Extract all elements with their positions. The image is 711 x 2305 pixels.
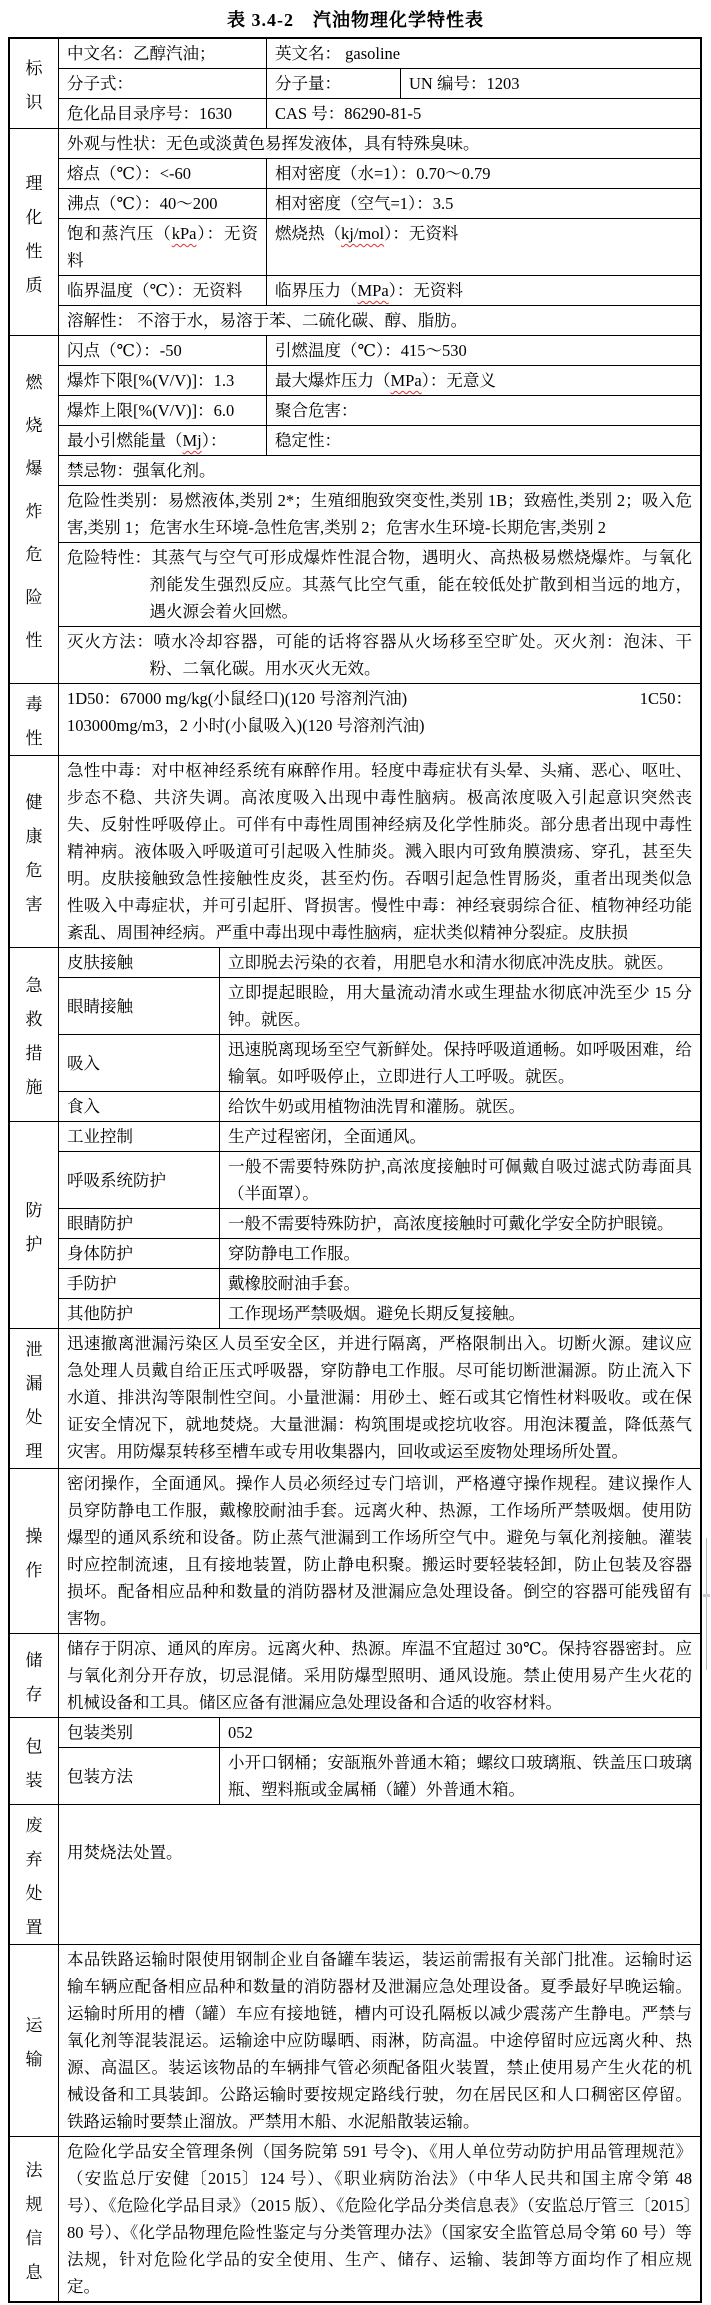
table-cell — [266, 99, 700, 128]
spellcheck-wavy-token: MPa — [357, 281, 389, 300]
table-row — [59, 1469, 700, 1633]
table-cell — [266, 39, 700, 68]
cell-text: 临界温度（℃）：无资料 — [67, 281, 243, 300]
table-row — [59, 1238, 700, 1268]
cell-text: 手防护 — [67, 1274, 117, 1293]
table-cell — [59, 69, 266, 98]
section-label-char: 处 — [25, 1408, 43, 1427]
table-row — [59, 275, 700, 305]
section-label-char: 救 — [25, 1010, 43, 1029]
table-section — [10, 1944, 700, 2136]
table-cell — [59, 948, 219, 977]
section-label-char: 性 — [25, 729, 43, 748]
table-cell — [219, 1209, 700, 1238]
section-body — [59, 948, 700, 1121]
cell-text: 中文名：乙醇汽油； — [67, 44, 216, 63]
section-label-char: 漏 — [25, 1374, 43, 1393]
table-cell — [59, 1634, 700, 1717]
table-row — [59, 1634, 700, 1717]
section-label-char: 弃 — [25, 1850, 43, 1869]
section-label-char: 存 — [25, 1685, 43, 1704]
section-label — [10, 336, 59, 683]
table-row — [59, 485, 700, 542]
section-body — [59, 1634, 700, 1717]
table-row — [59, 129, 700, 158]
spec-table — [8, 37, 702, 2303]
section-label-char: 处 — [25, 1884, 43, 1903]
cell-text: 小开口钢桶；安瓿瓶外普通木箱；螺纹口玻璃瓶、铁盖压口玻璃瓶、塑料瓶或金属桶（罐）外普通木箱。 — [228, 1753, 692, 1799]
section-label-char: 险 — [25, 588, 43, 607]
table-row — [59, 1718, 700, 1747]
table-cell — [59, 1945, 700, 2136]
table-row — [59, 365, 700, 395]
table-cell — [266, 426, 700, 455]
table-cell — [59, 1269, 219, 1298]
cell-text: 熔点（℃）：<-60 — [67, 164, 192, 183]
table-cell — [59, 1122, 219, 1151]
table-cell — [219, 1299, 700, 1328]
section-body — [59, 1945, 700, 2136]
table-cell — [59, 426, 266, 455]
section-label — [10, 1718, 59, 1804]
section-label — [10, 1805, 59, 1944]
table-row — [59, 1034, 700, 1091]
section-body — [59, 1469, 700, 1633]
table-cell — [59, 189, 266, 218]
section-label-char: 危 — [25, 545, 43, 564]
cell-text: 最大爆炸压力（ — [275, 371, 391, 390]
table-row — [59, 977, 700, 1034]
cell-text: 聚合危害： — [275, 401, 358, 420]
cell-text: ）：无资料 — [388, 281, 463, 300]
cell-text: 爆炸上限[%(V/V)]：6.0 — [67, 401, 235, 420]
table-cell — [266, 336, 700, 365]
table-section — [10, 1717, 700, 1804]
table-cell — [219, 1122, 700, 1151]
cell-text: 包装方法 — [67, 1766, 133, 1786]
table-section — [10, 1633, 700, 1717]
section-label-char: 急 — [25, 976, 43, 995]
cell-text: 戴橡胶耐油手套。 — [228, 1274, 360, 1293]
table-cell — [59, 99, 266, 128]
cell-text: 生产过程密闭，全面通风。 — [228, 1127, 426, 1146]
section-label-char: 信 — [25, 2228, 43, 2248]
table-cell — [59, 39, 266, 68]
table-row — [59, 948, 700, 977]
section-label — [10, 948, 59, 1121]
table-row — [59, 1329, 700, 1466]
table-section — [10, 1804, 700, 1944]
table-row — [59, 68, 700, 98]
section-label-char: 包 — [25, 1736, 43, 1756]
section-label — [10, 684, 59, 755]
table-row — [59, 756, 700, 947]
section-body — [59, 129, 700, 335]
section-label-char: 作 — [25, 1560, 43, 1580]
table-cell — [59, 1035, 219, 1091]
table-cell — [59, 159, 266, 188]
cell-text: 迅速撤离泄漏污染区人员至安全区，并进行隔离，严格限制出入。切断火源。建议应急处理人员戴自给正压式呼吸器，穿防静电工作服。尽可能切断泄漏源。防止流入下水道、排洪沟等限制性空间。小量泄漏：用砂土、蛭石或其它惰性材料吸收。或在保证安全情况下，就地焚烧。大量泄漏：构筑围堤或挖坑收容。用泡沫覆盖，降低蒸气灾害。用防爆泵转移至槽车或专用收集器内，回收或运至废物处理场所处置。 — [67, 1334, 692, 1461]
table-row — [59, 1151, 700, 1208]
table-cell — [59, 1092, 219, 1121]
section-label-char: 理 — [25, 1442, 43, 1461]
section-body — [59, 684, 700, 755]
cell-text: 一般不需要特殊防护,高浓度接触时可佩戴自吸过滤式防毒面具（半面罩）。 — [228, 1157, 692, 1203]
table-cell — [266, 189, 700, 218]
table-row — [59, 158, 700, 188]
cell-text: 沸点（℃）：40～200 — [67, 194, 218, 213]
table-section — [10, 1121, 700, 1328]
spellcheck-wavy-token: kPa — [171, 224, 197, 243]
table-row — [59, 1208, 700, 1238]
table-cell — [59, 978, 219, 1034]
cell-text: 危险化学品安全管理条例（国务院第 591 号令)、《用人单位劳动防护用品管理规范》（安监总厅安健〔2015〕124 号）、《职业病防治法》（中华人民共和国主席令第 48 号）、《危险化学品目录》（2015 版）、《危险化学品分类信息表》（安监总厅管三〔2015〕80 号）、《化学品物理危险性鉴定与分类管理办法》（国家安全监管总局令第 60 号）等法规，针对危险化学品的安全使用、生产、储存、运输、装卸等方面均作了相应规定。 — [67, 2142, 692, 2296]
table-cell — [59, 1152, 219, 1208]
table-row — [59, 455, 700, 485]
cell-text: 分子量： — [275, 74, 341, 93]
section-label — [10, 756, 59, 947]
section-label-char: 性 — [25, 631, 43, 650]
section-label-char: 烧 — [25, 416, 43, 435]
table-cell — [266, 276, 700, 305]
table-cell — [59, 2137, 700, 2301]
table-cell — [400, 69, 700, 98]
table-cell — [59, 366, 266, 395]
table-cell — [219, 1092, 700, 1121]
cell-text: 工业控制 — [67, 1127, 133, 1146]
cell-text: 危化品目录序号：1630 — [67, 104, 232, 123]
cell-text: 灭火方法：喷水冷却容器，可能的话将容器从火场移至空旷处。灭火剂：泡沫、干粉、二氧化碳。用水灭火无效。 — [67, 632, 692, 678]
table-row — [59, 188, 700, 218]
table-row — [59, 305, 700, 335]
table-row — [59, 425, 700, 455]
table-cell — [59, 684, 700, 740]
table-cell — [219, 978, 700, 1034]
cell-text: 本品铁路运输时限使用钢制企业自备罐车装运，装运前需报有关部门批准。运输时运输车辆应配备相应品种和数量的消防器材及泄漏应急处理设备。夏季最好早晚运输。运输时所用的槽（罐）车应有接地链，槽内可设孔隔板以减少震荡产生静电。严禁与氧化剂等混装混运。运输途中应防曝晒、雨淋，防高温。中途停留时应远离火种、热源、高温区。装运该物品的车辆排气管必须配备阻火装置，禁止使用易产生火花的机械设备和工具装卸。公路运输时要按规定路线行驶，勿在居民区和人口稠密区停留。铁路运输时要禁止溜放。严禁用木船、水泥船散装运输。 — [67, 1950, 692, 2131]
section-body — [59, 336, 700, 683]
table-cell — [219, 1269, 700, 1298]
section-label-char: 毒 — [25, 695, 43, 714]
section-label-char: 操 — [25, 1526, 43, 1546]
cell-text: 爆炸下限[%(V/V)]：1.3 — [67, 371, 235, 390]
table-section — [10, 1468, 700, 1633]
section-body — [59, 1122, 700, 1328]
cell-text: 危险特性：其蒸气与空气可形成爆炸性混合物，遇明火、高热极易燃烧爆炸。与氧化剂能发生强烈反应。其蒸气比空气重，能在较低处扩散到相当远的地方，遇火源会着火回燃。 — [67, 548, 692, 621]
section-label-char: 护 — [25, 1234, 43, 1254]
table-row — [59, 1091, 700, 1121]
table-row — [59, 336, 700, 365]
cell-text: 迅速脱离现场至空气新鲜处。保持呼吸道通畅。如呼吸困难，给输氧。如呼吸停止，立即进行人工呼吸。就医。 — [228, 1040, 692, 1086]
cell-text: 分子式： — [67, 74, 133, 93]
table-section — [10, 683, 700, 755]
table-cell — [59, 396, 266, 425]
cell-text: 英文名： gasoline — [275, 44, 401, 63]
cell-text: ）：无资料 — [384, 224, 459, 243]
section-label — [10, 129, 59, 335]
cell-text: 最小引燃能量（ — [67, 431, 183, 450]
table-row — [59, 542, 700, 626]
table-section — [10, 39, 700, 128]
section-label-char: 装 — [25, 1770, 43, 1790]
table-row — [59, 98, 700, 128]
section-label-char: 危 — [25, 861, 43, 880]
cell-text: 外观与性状：无色或淡黄色易挥发液体，具有特殊臭味。 — [67, 134, 480, 153]
table-section — [10, 755, 700, 947]
cell-text: 饱和蒸汽压（ — [67, 224, 172, 243]
cell-text: 密闭操作，全面通风。操作人员必须经过专门培训，严格遵守操作规程。建议操作人员穿防静电工作服，戴橡胶耐油手套。远离火种、热源，工作场所严禁吸烟。使用防爆型的通风系统和设备。防止蒸气泄漏到工作场所空气中。避免与氧化剂接触。灌装时应控制流速，且有接地装置，防止静电积聚。搬运时要轻装轻卸，防止包装及容器损坏。配备相应品种和数量的消防器材及泄漏应急处理设备。倒空的容器可能残留有害物。 — [67, 1474, 692, 1628]
table-cell — [219, 1152, 700, 1208]
section-body — [59, 1329, 700, 1468]
table-section — [10, 335, 700, 683]
cell-text: ）： — [201, 431, 227, 450]
table-cell — [59, 1469, 700, 1633]
table-row — [59, 1805, 700, 1899]
cell-text: 溶解性： 不溶于水，易溶于苯、二硫化碳、醇、脂肪。 — [67, 311, 468, 330]
cell-text: 立即提起眼睑，用大量流动清水或生理盐水彻底冲洗至少 15 分钟。就医。 — [228, 983, 692, 1029]
section-body — [59, 2137, 700, 2301]
cell-text: 闪点（℃）：-50 — [67, 341, 182, 360]
table-row — [59, 218, 700, 275]
cell-text: 眼睛接触 — [67, 996, 133, 1016]
section-label-char: 储 — [25, 1651, 43, 1670]
section-label — [10, 1329, 59, 1468]
table-row — [59, 684, 700, 740]
section-label-char: 置 — [25, 1918, 43, 1937]
toxicity-line-1 — [67, 685, 692, 712]
section-label-char: 措 — [25, 1044, 43, 1063]
table-cell — [59, 1299, 219, 1328]
table-cell — [59, 627, 700, 683]
table-cell — [59, 129, 700, 158]
cell-text: 一般不需要特殊防护，高浓度接触时可戴化学安全防护眼镜。 — [228, 1214, 674, 1233]
table-row — [59, 1298, 700, 1328]
table-cell — [59, 219, 266, 275]
section-body — [59, 39, 700, 128]
section-label-char: 爆 — [25, 459, 43, 478]
cell-text: 052 — [228, 1723, 253, 1742]
toxicity-lc50-value: 103000mg/m3，2 小时(小鼠吸入)(120 号溶剂汽油) — [67, 716, 425, 735]
table-cell — [59, 306, 700, 335]
table-row — [59, 39, 700, 68]
section-label — [10, 1634, 59, 1717]
spellcheck-wavy-token: MPa — [390, 371, 422, 390]
table-section — [10, 1328, 700, 1468]
section-label-char: 标 — [25, 59, 43, 78]
table-cell — [266, 159, 700, 188]
section-label-char: 质 — [25, 275, 43, 295]
cell-text: 禁忌物：强氧化剂。 — [67, 461, 216, 480]
table-cell — [266, 219, 700, 275]
table-row — [59, 626, 700, 683]
section-label-char: 规 — [25, 2194, 43, 2214]
cell-text: 穿防静电工作服。 — [228, 1244, 360, 1263]
cell-text: 储存于阴凉、通风的库房。远离火种、热源。库温不宜超过 30℃。保持容器密封。应与氧化剂分开存放，切忌混储。采用防爆型照明、通风设施。禁止使用易产生火花的机械设备和工具。储区应备有泄漏应急处理设备和合适的收容材料。 — [67, 1639, 692, 1712]
section-label-char: 施 — [25, 1078, 43, 1097]
section-label-char: 识 — [25, 93, 43, 112]
cell-text: 皮肤接触 — [67, 953, 133, 972]
table-section — [10, 128, 700, 335]
table-row — [59, 1268, 700, 1298]
section-label-char: 康 — [25, 827, 43, 846]
table-row — [59, 1747, 700, 1804]
cell-text: 工作现场严禁吸烟。避免长期反复接触。 — [228, 1304, 525, 1323]
table-row — [59, 2137, 700, 2301]
table-cell — [59, 1329, 700, 1466]
cell-text: 其他防护 — [67, 1304, 133, 1323]
scrollbar-tick[interactable] — [703, 1594, 710, 1597]
cell-text: UN 编号：1203 — [409, 74, 520, 93]
table-cell — [59, 1718, 219, 1747]
section-label — [10, 2137, 59, 2301]
table-cell — [59, 276, 266, 305]
cell-text: 引燃温度（℃）：415～530 — [275, 341, 467, 360]
cell-text: 相对密度（空气=1）：3.5 — [275, 194, 454, 213]
section-label-char: 息 — [25, 2262, 43, 2282]
section-label-char: 炸 — [25, 502, 43, 521]
table-cell — [59, 1209, 219, 1238]
table-section — [10, 947, 700, 1121]
table-row — [59, 1945, 700, 2136]
table-cell — [266, 366, 700, 395]
table-cell — [266, 69, 400, 98]
page-title: 表 3.4-2 汽油物理化学特性表 — [227, 10, 484, 30]
cell-text: 立即脱去污染的衣着，用肥皂水和清水彻底冲洗皮肤。就医。 — [228, 953, 674, 972]
cell-text: CAS 号：86290-81-5 — [275, 104, 422, 123]
section-label-char: 防 — [25, 1200, 43, 1220]
section-label — [10, 1469, 59, 1633]
spellcheck-wavy-token: kj/mol — [341, 224, 385, 243]
section-label-char: 泄 — [25, 1340, 43, 1359]
table-cell — [219, 1748, 700, 1804]
table-cell — [59, 1748, 219, 1804]
table-cell — [59, 336, 266, 365]
cell-text: 吸入 — [67, 1053, 100, 1073]
table-cell — [59, 486, 700, 542]
table-cell — [266, 396, 700, 425]
cell-text: 急性中毒：对中枢神经系统有麻醉作用。轻度中毒症状有头晕、头痛、恶心、呕吐、步态不稳、共济失调。高浓度吸入出现中毒性脑病。极高浓度吸入引起意识突然丧失、反射性呼吸停止。可伴有中毒性周围神经病及化学性肺炎。部分患者出现中毒性精神病。液体吸入呼吸道可引起吸入性肺炎。溅入眼内可致角膜溃疡、穿孔，甚至失明。皮肤接触致急性接触性皮炎，甚至灼伤。吞咽引起急性胃肠炎，重者出现类似急性吸入中毒症状，并可引起肝、肾损害。慢性中毒：神经衰弱综合征、植物神经功能紊乱、周围神经病。严重中毒出现中毒性脑病，症状类似精神分裂症。皮肤损 — [67, 761, 692, 942]
section-label-char: 废 — [25, 1816, 43, 1835]
section-label-char: 化 — [25, 207, 43, 227]
section-label-char: 理 — [25, 173, 43, 193]
section-label-char: 输 — [25, 2050, 43, 2069]
section-body — [59, 1718, 700, 1804]
table-cell — [59, 1805, 700, 1899]
table-cell — [219, 948, 700, 977]
spellcheck-wavy-token: Mj — [182, 431, 202, 450]
cell-text: ）：无意义 — [421, 371, 496, 390]
cell-text: 燃烧热（ — [275, 224, 341, 243]
table-cell — [219, 1718, 700, 1747]
toxicity-ld50: 1D50：67000 mg/kg(小鼠经口)(120 号溶剂汽油) — [67, 689, 408, 708]
cell-text: 危险性类别：易燃液体,类别 2*；生殖细胞致突变性,类别 1B；致癌性,类别 2；吸入危害,类别 1；危害水生环境-急性危害,类别 2；危害水生环境-长期危害,类别 2 — [67, 491, 692, 537]
section-label — [10, 1122, 59, 1328]
table-cell — [219, 1239, 700, 1268]
cell-text: 相对密度（水=1）：0.70～0.79 — [275, 164, 491, 183]
table-section — [10, 2136, 700, 2301]
cell-text: 食入 — [67, 1097, 100, 1116]
section-label-char: 法 — [25, 2160, 43, 2180]
section-label-char: 健 — [25, 793, 43, 812]
cell-text: ）：无资料 — [67, 224, 259, 270]
section-label — [10, 1945, 59, 2136]
table-cell — [59, 756, 700, 947]
section-label-char: 害 — [25, 895, 43, 914]
cell-text: 给饮牛奶或用植物油洗胃和灌肠。就医。 — [228, 1097, 525, 1116]
table-row — [59, 1122, 700, 1151]
cell-text: 稳定性： — [275, 431, 341, 450]
cell-text: 眼睛防护 — [67, 1214, 133, 1233]
section-label — [10, 39, 59, 128]
cell-text: 包装类别 — [67, 1723, 133, 1742]
section-body — [59, 756, 700, 947]
table-row — [59, 395, 700, 425]
cell-text: 临界压力（ — [275, 281, 358, 300]
section-body — [59, 1805, 700, 1944]
table-cell — [59, 456, 700, 485]
section-label-char: 燃 — [25, 373, 43, 392]
scrollbar-track-fragment[interactable] — [706, 1538, 707, 1670]
table-cell — [59, 1239, 219, 1268]
section-label-char: 运 — [25, 2016, 43, 2035]
table-cell — [59, 543, 700, 626]
section-label-char: 性 — [25, 241, 43, 261]
cell-text: 用焚烧法处置。 — [67, 1842, 183, 1862]
table-cell — [219, 1035, 700, 1091]
toxicity-line-2 — [67, 712, 692, 739]
cell-text: 呼吸系统防护 — [67, 1170, 166, 1190]
toxicity-lc50-label: 1C50： — [639, 689, 692, 708]
cell-text: 身体防护 — [67, 1244, 133, 1263]
